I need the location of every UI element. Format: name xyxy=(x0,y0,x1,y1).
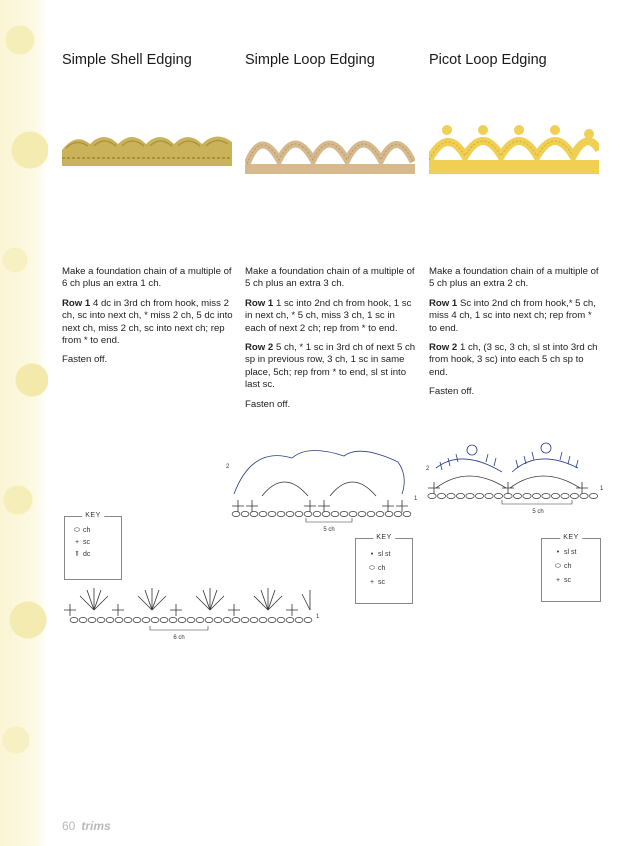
pattern-title: Picot Loop Edging xyxy=(429,52,547,68)
pattern-instructions xyxy=(245,266,417,418)
page-number: 60 xyxy=(62,819,76,833)
svg-text:2: 2 xyxy=(226,464,230,470)
pattern-title: Simple Shell Edging xyxy=(62,52,192,68)
loop-diagram xyxy=(222,436,422,536)
row-1: Row 1 Sc into 2nd ch from hook,* 5 ch, miss 4 ch, 1 sc into next ch; rep from * to end. xyxy=(429,297,596,334)
svg-text:1: 1 xyxy=(600,486,604,492)
row-1: Row 1 1 sc into 2nd ch from hook, 1 sc in next ch, * 5 ch, miss 3 ch, 1 sc in each of next 2 ch; rep from * to end. xyxy=(245,297,412,334)
intro-text: Make a foundation chain of a multiple of 6 ch plus an extra 1 ch. xyxy=(62,266,232,290)
swatch-photo xyxy=(62,120,232,180)
row-2: Row 2 1 ch, (3 sc, 3 ch, sl st into 3rd ch from hook, 3 sc) into each 5 ch sp to end. xyxy=(429,342,598,378)
decorative-margin xyxy=(0,0,48,846)
key-box: KEY • sl st ⬭ ch + sc xyxy=(541,538,601,602)
svg-text:6 ch: 6 ch xyxy=(173,635,185,641)
svg-text:5 ch: 5 ch xyxy=(323,527,335,533)
section-name: trims xyxy=(81,819,111,833)
svg-text:1: 1 xyxy=(414,496,418,502)
shell-diagram xyxy=(60,582,330,644)
intro-text: Make a foundation chain of a multiple of 5 ch plus an extra 3 ch. xyxy=(245,266,415,290)
pattern-instructions xyxy=(429,266,601,406)
pattern-instructions xyxy=(62,266,234,374)
key-box: KEY • sl st ⬭ ch + sc xyxy=(355,538,413,604)
picot-diagram xyxy=(422,438,612,518)
swatch-photo xyxy=(245,120,415,180)
intro-text: Make a foundation chain of a multiple of 5 ch plus an extra 2 ch. xyxy=(429,266,599,290)
row-1: Row 1 4 dc in 3rd ch from hook, miss 2 ch, sc into next ch, * miss 2 ch, 5 dc into next ch, miss 2 ch, sc into next ch; rep from * to end. xyxy=(62,297,233,347)
svg-text:2: 2 xyxy=(426,466,430,472)
finish-text: Fasten off. xyxy=(245,398,291,410)
pattern-title: Simple Loop Edging xyxy=(245,52,375,68)
page-footer xyxy=(62,819,111,833)
svg-text:1: 1 xyxy=(316,614,320,620)
swatch-photo xyxy=(429,120,599,180)
finish-text: Fasten off. xyxy=(429,386,475,398)
svg-text:5 ch: 5 ch xyxy=(532,509,544,515)
row-2: Row 2 5 ch, * 1 sc in 3rd ch of next 5 ch sp in previous row, 3 ch, 1 sc in same place, 5ch; rep from * to end, sl st into last sc. xyxy=(245,342,416,391)
key-box: KEY ⬭ ch + sc ⫪ dc xyxy=(64,516,122,580)
finish-text: Fasten off. xyxy=(62,354,108,366)
